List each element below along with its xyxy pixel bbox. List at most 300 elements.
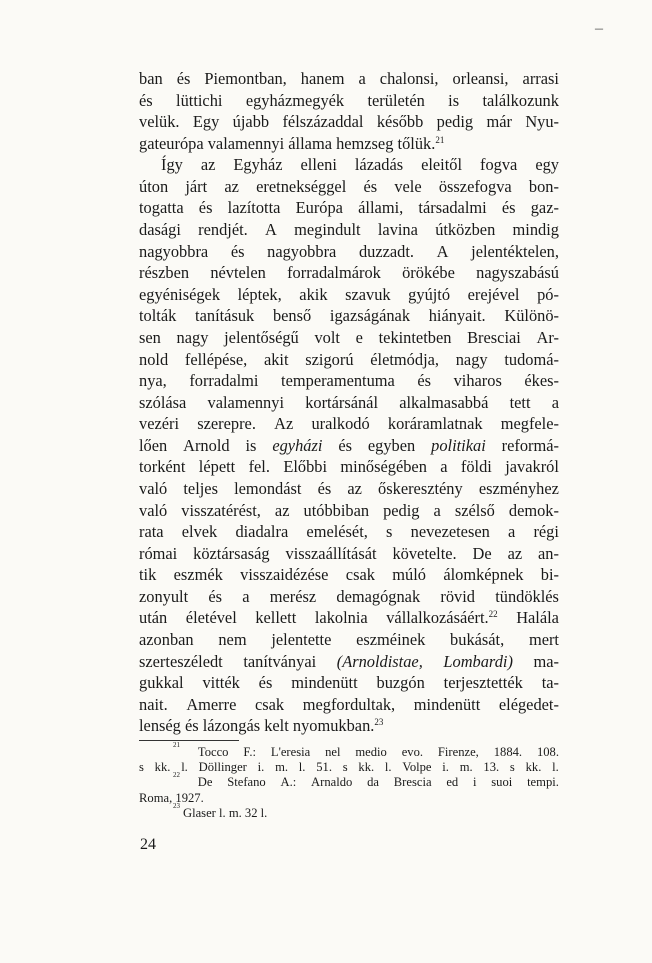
word: 1884. [493, 745, 523, 759]
word: lüttichi [176, 90, 223, 110]
word: földi [460, 457, 492, 477]
word: jelentőségű [224, 327, 299, 347]
text-line [139, 672, 559, 694]
word: duzzadt. [358, 241, 415, 261]
word: da [367, 775, 379, 790]
word: l. [181, 760, 188, 775]
word: 13. [483, 760, 500, 775]
word: nait. [139, 694, 168, 714]
word: őskeresztény [378, 478, 463, 498]
word: dasági [139, 220, 181, 240]
word: A [265, 220, 277, 240]
word: s [509, 760, 515, 775]
word: való [139, 478, 168, 498]
word: forradalmi [189, 371, 259, 391]
word: és [417, 371, 432, 391]
word: és [176, 69, 191, 88]
text-line [139, 241, 559, 263]
text-line [139, 413, 559, 435]
word: Egyház [233, 155, 283, 175]
word: Amerre [186, 694, 237, 714]
word: Döllinger [198, 760, 247, 775]
word: csak [345, 565, 375, 585]
footnotes [139, 741, 559, 821]
page-number: 24 [140, 836, 156, 853]
word: is [245, 435, 257, 455]
word: L'eresia [270, 745, 311, 759]
text-line [139, 478, 559, 500]
word: eszméinek [356, 630, 426, 650]
page-corner-mark: – [595, 20, 603, 37]
word: nagyobbra [139, 241, 209, 261]
word: gaz- [530, 198, 559, 218]
text-line [139, 435, 559, 457]
word: hemzseg [336, 133, 398, 153]
text-line [139, 111, 559, 133]
word: névtelen [210, 263, 266, 283]
word: lázadás [354, 155, 404, 175]
word: megfordultak, [302, 694, 396, 714]
word: Az [274, 414, 294, 434]
word: elvek [181, 522, 218, 542]
word: l. [219, 805, 229, 820]
word: s [139, 760, 144, 775]
footnote-marker: 21 [173, 741, 180, 749]
text-line [139, 262, 559, 284]
word: egyházmegyék [245, 90, 345, 110]
word: Roma, [139, 790, 176, 805]
word: ban [139, 69, 163, 88]
footnote-reference: 23 [374, 717, 384, 728]
word: tündöklés [495, 586, 559, 606]
word: zonyult [139, 586, 189, 606]
word: 108. [536, 745, 559, 759]
word: togatta [139, 198, 184, 218]
word: gateurópa [139, 133, 208, 153]
word: ed [446, 775, 459, 790]
word: fellépése, [184, 349, 248, 369]
word: nyomukban.$^{23}$ [292, 716, 384, 736]
word: lazította [227, 198, 281, 218]
word: az [507, 543, 523, 563]
word: mindenütt [413, 694, 481, 714]
text-line [139, 607, 559, 629]
footnote-divider [139, 740, 239, 741]
word: 32 [244, 805, 261, 820]
word: m. [275, 760, 289, 775]
word: an- [538, 543, 559, 563]
word: Így [161, 155, 183, 175]
word: és [139, 90, 153, 110]
text-line [139, 564, 559, 586]
word: demagógnak [336, 586, 421, 606]
word: szélső [454, 500, 495, 520]
word: rendjét. [198, 220, 248, 240]
word: visszatérést, [181, 500, 261, 520]
text-line [139, 456, 559, 478]
word: s [386, 522, 393, 542]
main-text [139, 68, 559, 737]
word: bi- [540, 565, 559, 585]
word: teljes [183, 478, 218, 498]
text-line [139, 349, 559, 371]
word: kk. [358, 760, 375, 775]
word: bon- [528, 176, 559, 196]
word: régi [533, 522, 559, 542]
word: szigorú [305, 349, 354, 369]
footnote-line [139, 760, 559, 775]
word: nya, [139, 371, 167, 391]
word: minőségében [340, 457, 427, 477]
word: Különö- [504, 306, 559, 326]
word: Európa [295, 198, 343, 218]
text-line [139, 500, 559, 522]
word: valamennyi [207, 392, 284, 412]
word: a [433, 500, 441, 520]
word: tanítványai [243, 651, 317, 671]
word: összefogva [438, 176, 512, 196]
text-line [139, 370, 559, 392]
word: (Arnoldistae, [336, 651, 423, 671]
word: alkalmasabbá [399, 392, 489, 412]
word: visszaállítását [285, 543, 377, 563]
word: akit [263, 349, 289, 369]
text-line [139, 154, 559, 176]
word: lavina [377, 220, 418, 240]
word: chalonsi, [379, 69, 439, 88]
word: köztársaság [193, 543, 270, 563]
footnote-marker: 23 [173, 801, 180, 810]
word: merész [269, 586, 317, 606]
word: az [347, 478, 362, 498]
word: az [274, 500, 290, 520]
word: i. [442, 760, 449, 775]
word: a [507, 522, 516, 542]
word: l. [298, 760, 306, 775]
word: nagy [455, 349, 488, 369]
word: részben [139, 263, 190, 283]
word: l. [552, 760, 559, 775]
word: egyházi [272, 435, 323, 455]
word: és [198, 198, 213, 218]
word: tolták [139, 306, 177, 326]
text-line [139, 543, 559, 565]
word: nagyszabású [476, 263, 559, 283]
word: bukását, [450, 630, 505, 650]
word: reformá- [501, 435, 559, 455]
word: tanításuk [195, 306, 255, 326]
word: emelését, [306, 522, 368, 542]
word: az [224, 176, 239, 196]
text-line [139, 90, 559, 112]
word: múló [392, 565, 426, 585]
word: területén [367, 90, 425, 110]
word: a [440, 457, 448, 477]
word: ta- [541, 673, 559, 693]
word: A [436, 241, 449, 261]
word: Firenze, [437, 745, 479, 759]
word: tempi. [527, 775, 559, 790]
word: lenség [139, 716, 185, 736]
word: léptek, [237, 284, 282, 304]
word: nagy [176, 327, 209, 347]
word: már [486, 112, 512, 132]
word: és [230, 241, 245, 261]
word: Lombardi) [443, 651, 513, 671]
word: forradalmárok [287, 263, 381, 283]
text-line [139, 694, 559, 716]
text-line [139, 629, 559, 651]
word: úton [139, 176, 169, 196]
word: kellett [255, 608, 297, 628]
word: egy [535, 155, 559, 175]
word: járt [185, 176, 208, 196]
word: Glaser [183, 805, 220, 820]
word: pedig [436, 112, 474, 132]
word: visszaidézése [240, 565, 329, 585]
word: vele [394, 176, 422, 196]
word: kelt [264, 716, 293, 736]
word: mindig [512, 220, 559, 240]
word: medio [355, 745, 387, 759]
word: szavuk [345, 284, 391, 304]
word: álomképnek [443, 565, 524, 585]
word: suoi [491, 775, 513, 790]
word: jelentette [271, 630, 332, 650]
word: uralkodó [311, 414, 370, 434]
word: vállalkozásáért.$^{22}$ [386, 608, 498, 628]
word: tudomá- [504, 349, 559, 369]
word: tett [509, 392, 531, 412]
word: javakról [505, 457, 559, 477]
word: rata [139, 522, 164, 542]
word: találkozunk [482, 90, 559, 110]
text-line [139, 197, 559, 219]
footnote-marker: 22 [173, 771, 180, 780]
word: megfele- [500, 414, 559, 434]
word: nevezetesen [410, 522, 490, 542]
word: elégedet- [498, 694, 559, 714]
word: állama [288, 133, 337, 153]
word: benső [272, 306, 312, 326]
word: fel. [248, 457, 270, 477]
word: lakolnia [314, 608, 368, 628]
word: és [363, 176, 378, 196]
word: ékes- [524, 371, 559, 391]
word: arrasi [522, 69, 559, 88]
word: és [338, 435, 352, 455]
word: De [472, 543, 492, 563]
word: és [317, 478, 332, 498]
word: tik [139, 565, 157, 585]
text-line [139, 219, 559, 241]
word: római [139, 543, 178, 563]
word: mert [528, 630, 559, 650]
word: rövid [440, 586, 475, 606]
word: fogva [480, 155, 518, 175]
text-line [139, 176, 559, 198]
footnote-reference: 22 [488, 609, 498, 620]
word: és [501, 198, 516, 218]
word: koráramlatnak [387, 414, 483, 434]
word: követelte. [392, 543, 457, 563]
word: lemondást [234, 478, 302, 498]
text-line [139, 133, 559, 155]
word: a [358, 69, 366, 88]
word: lépett [198, 457, 236, 477]
word: ma- [533, 651, 559, 671]
text-line [139, 327, 559, 349]
word: szerepre. [197, 414, 256, 434]
word: m. [459, 760, 473, 775]
footnote-reference: 21 [435, 134, 445, 145]
word: Volpe [402, 760, 432, 775]
word: gukkal [139, 673, 184, 693]
word: Előbbi [283, 457, 328, 477]
word: volt [314, 327, 340, 347]
word: evo. [401, 745, 424, 759]
word: m. [228, 805, 245, 820]
word: politikai [431, 435, 486, 455]
word: viharos [453, 371, 502, 391]
word: örökébe [402, 263, 455, 283]
word: állami, [358, 198, 404, 218]
word: temperamentuma [281, 371, 395, 391]
word: később [376, 112, 424, 132]
word: F.: [243, 745, 256, 759]
word: demok- [508, 500, 559, 520]
word: lően [139, 435, 168, 455]
word: i. [257, 760, 265, 775]
text-line [139, 305, 559, 327]
word: velük. [139, 112, 180, 132]
word: útközben [435, 220, 496, 240]
word: is [448, 90, 460, 110]
word: jelentéktelen, [471, 241, 559, 261]
word: Arnold [183, 435, 230, 455]
word: valamennyi [207, 133, 289, 153]
word: hanem [300, 69, 345, 88]
word: életmódja, [370, 349, 439, 369]
word: egyéniségek [139, 284, 221, 304]
word: Brescia [393, 775, 432, 790]
word: tőlük.$^{21}$ [397, 133, 445, 153]
word: 51. [316, 760, 332, 775]
word: Ar- [536, 327, 559, 347]
word: Piemontban, [204, 69, 287, 88]
word: gyújtó [408, 284, 451, 304]
word: erejével [467, 284, 520, 304]
text-line [139, 68, 559, 90]
word: i [473, 775, 477, 790]
word: félszázaddal [282, 112, 364, 132]
word: s [342, 760, 348, 775]
word: torként [139, 457, 186, 477]
word: való [139, 500, 168, 520]
footnote-line [139, 801, 559, 821]
word: eretnekséggel [256, 176, 347, 196]
footnote-line [139, 741, 559, 760]
word: nel [325, 745, 341, 759]
word: sen [139, 327, 161, 347]
word: orleansi, [452, 69, 509, 88]
text-line [139, 715, 559, 737]
word: Nyu- [525, 112, 559, 132]
word: szólása [139, 392, 187, 412]
word: De [197, 775, 213, 790]
word: l. [260, 805, 268, 820]
word: elleni [300, 155, 337, 175]
word: a [242, 586, 250, 606]
word: eszmék [173, 565, 223, 585]
word: mindenütt [291, 673, 358, 693]
word: eleitől [421, 155, 463, 175]
word: nagyobbra [267, 241, 337, 261]
word: csak [255, 694, 285, 714]
word: azonban [139, 630, 194, 650]
text-line [139, 651, 559, 673]
word: vezéri [139, 414, 180, 434]
word: buzgón [376, 673, 425, 693]
word: megindult [294, 220, 361, 240]
word: akik [299, 284, 328, 304]
word: e [355, 327, 363, 347]
word: Stefano [227, 775, 266, 790]
word: vitték [202, 673, 240, 693]
word: pedig [383, 500, 420, 520]
word: és [208, 586, 223, 606]
footnote-line [139, 771, 559, 790]
footnote-line [139, 791, 559, 806]
word: az [200, 155, 216, 175]
word: tekintetben [378, 327, 452, 347]
text-line [139, 392, 559, 414]
word: életével [185, 608, 237, 628]
word: pó- [537, 284, 559, 304]
word: A.: [280, 775, 297, 790]
word: Bresciai [467, 327, 521, 347]
word: Halála [516, 608, 559, 628]
word: után [139, 608, 168, 628]
text-line [139, 586, 559, 608]
text-line [139, 284, 559, 306]
word: kk. [525, 760, 542, 775]
word: újabb [232, 112, 270, 132]
word: nem [218, 630, 247, 650]
word: egyben [367, 435, 416, 455]
word: és [184, 716, 203, 736]
word: terjesztették [443, 673, 523, 693]
word: hiányait. [428, 306, 486, 326]
word: igazságának [329, 306, 411, 326]
word: Arnaldo [311, 775, 353, 790]
word: l. [384, 760, 392, 775]
text-line [139, 521, 559, 543]
word: és [258, 673, 273, 693]
word: 1927. [175, 790, 204, 805]
word: Egy [192, 112, 220, 132]
word: kortársánál [305, 392, 379, 412]
word: kk. [154, 760, 171, 775]
word: utóbbiban [303, 500, 370, 520]
word: a [551, 392, 559, 412]
word: szerteszéledt [139, 651, 223, 671]
word: nold [139, 349, 169, 369]
word: Tocco [197, 745, 229, 759]
word: eszményhez [478, 478, 559, 498]
word: diadalra [235, 522, 289, 542]
word: lázongás [202, 716, 265, 736]
